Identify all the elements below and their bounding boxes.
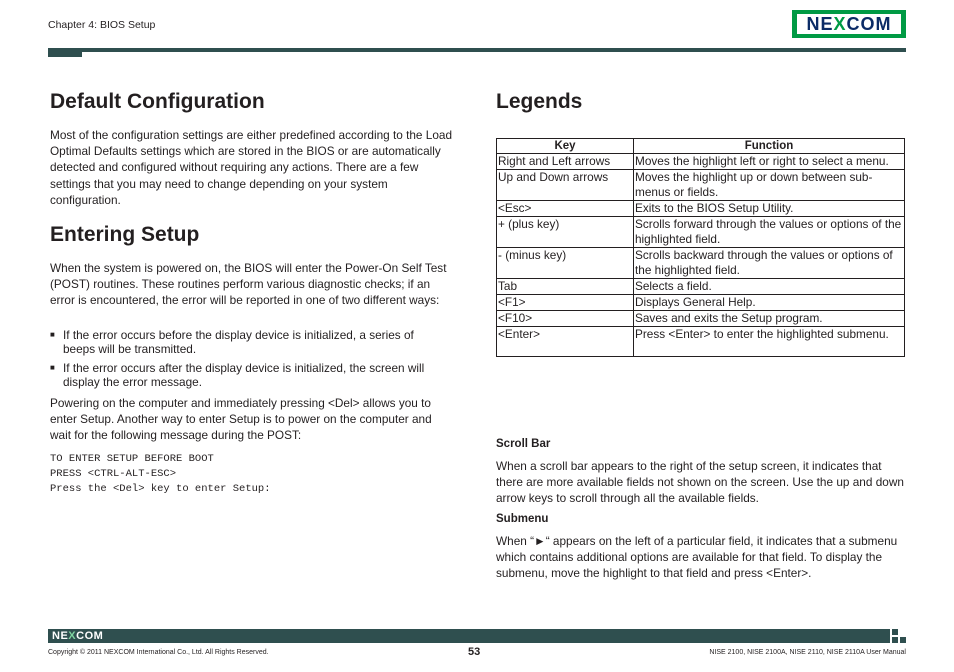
table-row [497,154,905,170]
bullet-text: If the error occurs before the display device is initialized, a series of beeps will be transmitted. [63,328,414,356]
column-header-key: Key [497,139,634,154]
legend-key: <F10> [497,311,634,327]
error-bullet-list [50,328,443,394]
legends-heading: Legends [496,90,583,113]
header-divider-accent [48,48,82,57]
footer-logo-text-b: COM [76,630,104,642]
legend-key: <F1> [497,295,634,311]
footer-logo [52,630,103,642]
bullet-marker: ■ [50,330,55,339]
chapter-label: Chapter 4: BIOS Setup [48,19,156,31]
legend-key: Tab [497,279,634,295]
table-row [497,201,905,217]
submenu-text: When “►“ appears on the left of a particular field, it indicates that a submenu which contains additional options are available for that field. To display the submenu, move the highlight to that field and press <Enter>. [496,534,898,581]
bullet-marker: ■ [50,363,55,372]
legend-function: Moves the highlight up or down between sub-menus or fields. [634,170,905,201]
legend-function: Moves the highlight left or right to select a menu. [634,154,905,170]
legend-function: Displays General Help. [634,295,905,311]
scroll-bar-text: When a scroll bar appears to the right of the setup screen, it indicates that there are more available fields not shown on the screen. Use the up and down arrow keys to scroll through all the available fields. [496,459,904,506]
copyright-text: Copyright © 2011 NEXCOM International Co., Ltd. All Rights Reserved. [48,649,269,656]
nexcom-logo [792,10,906,38]
table-row [497,311,905,327]
default-configuration-heading: Default Configuration [50,90,265,113]
submenu-heading: Submenu [496,513,549,525]
footer-logo-text-x: X [68,630,77,642]
table-row [497,248,905,279]
scroll-bar-heading: Scroll Bar [496,438,551,450]
logo-text-a: NE [806,13,834,34]
legend-function: Selects a field. [634,279,905,295]
legend-function: Saves and exits the Setup program. [634,311,905,327]
legend-key: - (minus key) [497,248,634,279]
legend-header-row [497,139,905,154]
default-configuration-text: Most of the configuration settings are either predefined according to the Load Optimal Defaults settings which are stored in the BIOS or are automatically detected and configured without requiring any actions. There are a few settings that you may need to change depending on your system configuration. [50,128,453,207]
table-row [497,170,905,201]
manual-title: NISE 2100, NISE 2100A, NISE 2110, NISE 2110A User Manual [709,649,906,656]
legend-function: Scrolls backward through the values or options of the highlighted field. [634,248,905,279]
logo-text-b: COM [846,13,892,34]
legend-key: + (plus key) [497,217,634,248]
logo-text-x: X [833,13,847,34]
legend-key: Up and Down arrows [497,170,634,201]
list-item [50,361,443,389]
column-header-function: Function [634,139,905,154]
legend-key: Right and Left arrows [497,154,634,170]
table-row [497,327,905,357]
table-row [497,279,905,295]
footer-squares-icon [892,629,906,643]
table-row [497,217,905,248]
table-row [497,295,905,311]
legend-function: Exits to the BIOS Setup Utility. [634,201,905,217]
entering-setup-heading: Entering Setup [50,223,200,246]
entering-setup-outro: Powering on the computer and immediately pressing <Del> allows you to enter Setup. Another way to enter Setup is to power on the computer and wait for the following message during the POST: [50,396,432,443]
page-number: 53 [468,646,481,658]
legend-key: <Esc> [497,201,634,217]
legend-table [496,138,905,357]
list-item [50,328,443,356]
header-divider [48,48,906,52]
footer-logo-text-a: NE [52,630,69,642]
legend-function: Scrolls forward through the values or options of the highlighted field. [634,217,905,248]
post-message-code: TO ENTER SETUP BEFORE BOOT PRESS <CTRL-ALT-ESC> Press the <Del> key to enter Setup: [50,453,271,495]
bullet-text: If the error occurs after the display device is initialized, the screen will display the error message. [63,361,425,389]
footer-bar [48,629,890,643]
entering-setup-intro: When the system is powered on, the BIOS will enter the Power-On Self Test (POST) routines. These routines perform various diagnostic checks; if an error is encountered, the error will be reported in one of two different ways: [50,261,447,308]
legend-key: <Enter> [497,327,634,357]
legend-function: Press <Enter> to enter the highlighted submenu. [634,327,905,357]
